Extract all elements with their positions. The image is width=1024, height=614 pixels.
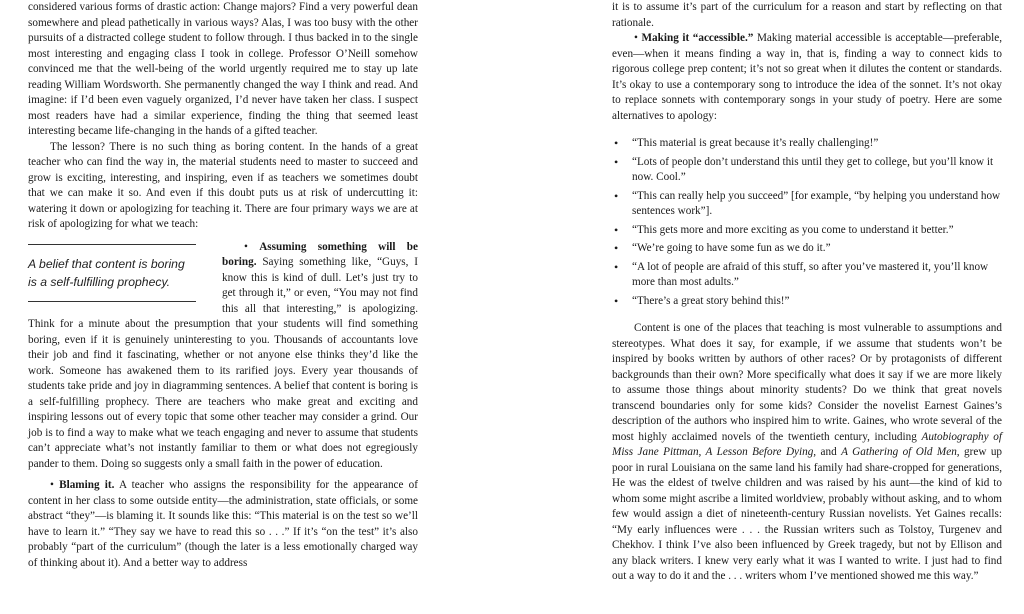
bullet-icon: • — [614, 136, 619, 150]
assuming-heading: Assuming something will be boring. — [222, 240, 418, 268]
list-item: • “This can really help you succeed” [for example, “by helping you understand how sentences work”]. — [614, 188, 1001, 217]
bullet-icon: • — [614, 154, 619, 169]
blaming-paragraph — [28, 478, 418, 571]
alternatives-list — [612, 136, 1002, 309]
right-page — [612, 0, 1002, 585]
right-paragraph-1: it is to assume it’s part of the curriculum for a reason and start by reflecting on that rationale. — [612, 1, 1002, 29]
left-paragraph-1: considered various forms of drastic action: Change majors? Find a very powerful dean somewhere and plead pathetically in various ways? Alas, I was too busy with the other pursuits of a distracted college student to follow through. I thus backed in to the single most interesting and engaging class I took in college. Professor O’Neill somehow convinced me that the well-being of the world urgently required me to stay up late reading William Wordsworth. She permanently changed the way I think and read. And imagine: if I’d been even vaguely organized, I’d never have taken her class. I suspect most readers have had a similar experience, finding the thing that seemed least interesting became life-changing in the hands of a gifted teacher. — [28, 1, 418, 137]
accessible-text: Making material accessible is acceptable—preferable, even—when it means finding a way in, that is, finding a way to connect kids to rigorous college prep content; it’s not so great when it dilutes the content or standards. It’s okay to use a contemporary song to introduce the idea of the sonnet. It’s not okay to replace sonnets with contemporary songs in your study of poetry. Here are some alternatives to apology: — [612, 32, 1003, 122]
left-page — [28, 0, 418, 571]
list-item: • “This gets more and more exciting as you come to understand it better.” — [614, 222, 954, 237]
list-item: • “A lot of people are afraid of this stuff, so after you’ve mastered it, you’ll know more than most adults.” — [614, 259, 989, 288]
accessible-heading: Making it “accessible.” — [641, 32, 754, 44]
blaming-text: A teacher who assigns the responsibility for the appearance of content in her class to some outside entity—the administration, state officials, or some abstract “they”—is blaming it. It sounds like this: “This material is on the test so we’ll have to learn it.” “They say we have to read this so . . .” If it’s “on the test” it’s also probably “part of the curriculum” (though the later is a less emotionally charged way of thinking about it). And a better way to address — [28, 479, 418, 569]
bullet-icon: • — [614, 188, 619, 203]
list-item: • “This material is great because it’s really challenging!” — [614, 136, 879, 150]
bullet-icon: • — [634, 32, 638, 44]
bullet-icon: • — [614, 293, 619, 308]
bullet-icon: • — [614, 241, 619, 255]
bullet-icon: • — [614, 222, 619, 237]
list-item: • “We’re going to have some fun as we do it.” — [614, 241, 831, 255]
bullet-icon: • — [50, 479, 54, 491]
blaming-heading: Blaming it. — [59, 479, 115, 491]
assuming-text: Saying something like, “Guys, I know this is kind of dull. Let’s just try to get through it,” or even, “You may not find this all that interesting,” is apologizing. Think for a minute about the presumption that your students will find something boring, even if it is genuinely uninteresting to you. Thousands of accountants love their job and find it fascinating, whether or not anyone else thinks they’d like the work. Someone has awakened them to its rarified joys. Every year thousands of students take pride and joy in diagramming sentences. A belief that content is boring is a self-fulfilling prophecy. There are teachers who make great and exciting and inspiring lessons out of every topic that some other teacher may consider a grind. Our job is to find a way to make what we teach engaging and never to assume that students can’t appreciate what’s not instantly familiar to them or what does not egregiously pander to them. Doing so suggests only a small faith in the power of education. — [28, 256, 418, 470]
list-item: • “There’s a great story behind this!” — [614, 293, 790, 308]
content-paragraph: Content is one of the places that teaching is most vulnerable to assumptions and stereotypes. What does it say, for example, if we assume that students won’t be inspired by books written by authors of other races? Or by protagonists of different backgrounds than their own? More specifically what does it say if we are more likely to assume those things about minority students? Do we think that great novels transcend boundaries only for some kids? Consider the novelist Earnest Gaines’s description of the authors who inspired him to write. Gaines, who wrote several of the most highly acclaimed novels of the twentieth century, including Autobiography of Miss Jane Pittman, A Lesson Before Dying, and A Gathering of Old Men, grew up poor in rural Louisiana on the same land his family had share-cropped for generations, He was the eldest of twelve children and was raised by his aunt—the kind of kid to whom some might ascribe a limited worldview, probably without asking, and to whom few would assign a diet of nineteenth-century Russian novelists. Yet Gaines recalls: “My early influences were . . . the Russian writers such as Tolstoy, Turgenev and Chekhov. I think I’ve also been influenced by Greek tragedy, but not by Ellison and any black writers. I knew very early what it was I wanted to write. I just had to find out a way to do it and the . . . writers whom I’ve mentioned showed me this way.” — [612, 322, 1003, 582]
book-title: A Gathering of Old Men, — [841, 446, 960, 458]
accessible-paragraph — [612, 31, 1002, 124]
book-title: Autobiography of Miss Jane Pittman, A Lesson Before Dying, — [612, 430, 1002, 458]
bullet-icon: • — [614, 259, 619, 274]
pull-quote: A belief that content is boring is a self-fulfilling prophecy. — [28, 244, 196, 302]
left-paragraph-2: The lesson? There is no such thing as boring content. In the hands of a great teacher who can find the way in, the material students need to master to succeed and grow is exciting, interesting, and inspiring, even if as teachers we sometimes doubt that we can make it so. And even if this doubt puts us at risk of undercutting it: watering it down or apologizing for teaching it. There are four primary ways we are at risk of apologizing for what we teach: — [28, 140, 418, 230]
list-item: • “Lots of people don’t understand this until they get to college, but you’ll know it now. Cool.” — [614, 154, 994, 183]
bullet-icon: • — [244, 240, 248, 253]
assuming-section — [28, 240, 418, 473]
